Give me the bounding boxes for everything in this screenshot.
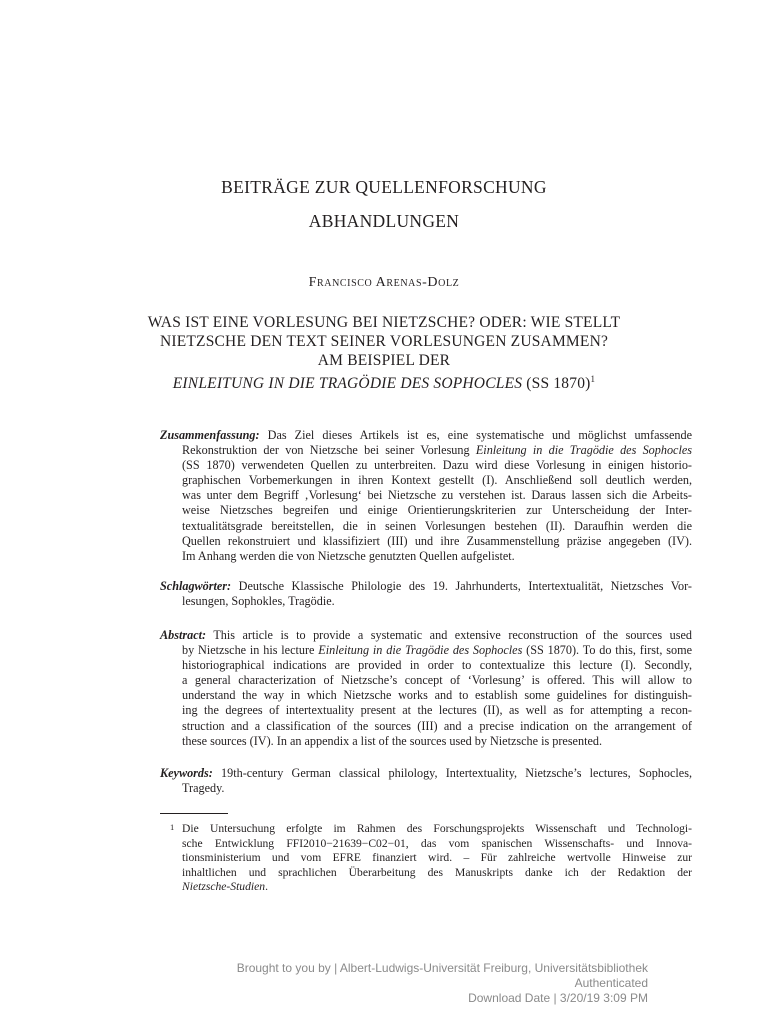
abstract-text: historiographical indications are provided in order to contextualize this lecture (I). Secondly, bbox=[182, 658, 692, 673]
footnote-text: Die Untersuchung erfolgte im Rahmen des Forschungsprojekts Wissenschaft und Technologi- bbox=[182, 822, 692, 835]
schlagwoerter-text: lesungen, Sophokles, Tragödie. bbox=[182, 594, 335, 609]
section-title: BEITRÄGE ZUR QUELLENFORSCHUNG bbox=[221, 177, 547, 197]
abstract-text: (SS 1870). To do this, first, some bbox=[522, 643, 693, 658]
zusammenfassung-label: Zusammenfassung: bbox=[160, 428, 260, 442]
footnote bbox=[170, 822, 692, 895]
author-name: Francisco Arenas-Dolz bbox=[308, 275, 460, 290]
keywords-label: Keywords: bbox=[160, 766, 213, 780]
zusammenfassung-text: weise Nietzsches begreifen und einige Orientierungskriterien zur Unterscheidung der Inter- bbox=[182, 503, 692, 518]
article-title-line-2: NIETZSCHE DEN TEXT SEINER VORLESUNGEN ZUSAMMEN? bbox=[159, 333, 609, 350]
article-title-semester: (SS 1870) bbox=[522, 375, 591, 393]
footnote-separator bbox=[160, 813, 228, 814]
access-notice-line-1: Brought to you by | Albert-Ludwigs-Universität Freiburg, Universitätsbibliothek bbox=[236, 961, 648, 975]
article-title-line-4 bbox=[0, 370, 768, 393]
abstract-italic: Einleitung in die Tragödie des Sophocles bbox=[318, 643, 523, 658]
abstract-label: Abstract: bbox=[160, 628, 207, 642]
zusammenfassung-italic: Einleitung in die Tragödie des Sophocles bbox=[475, 443, 692, 458]
footnote-text: tionsministerium und vom EFRE finanziert wird. – Für zahlreiche wertvolle Hinweise zur bbox=[182, 851, 692, 865]
keywords-text: Tragedy. bbox=[182, 781, 225, 796]
abstract-text: ing the degrees of intertextuality present at the lectures (II), as well as for attempting a recon- bbox=[182, 703, 692, 718]
footnote-text: . bbox=[265, 880, 268, 894]
zusammenfassung-text: (SS 1870) verwendeten Quellen zu unterbreiten. Dazu wird diese Vorlesung in einigen historio- bbox=[182, 458, 692, 473]
footnote-mark: 1 bbox=[170, 822, 175, 832]
zusammenfassung-text: was unter dem Begriff ‚Vorlesung‘ bei Nietzsche zu verstehen ist. Daraus lassen sich die Arbeits- bbox=[182, 488, 692, 503]
abstract-text: struction and a classification of the sources (III) and a precise indication on the arrangement of bbox=[182, 718, 692, 733]
footnote-text: sche Entwicklung FFI2010−21639−C02−01, das vom spanischen Wissenschafts- und Innova- bbox=[182, 836, 692, 850]
zusammenfassung-text: Quellen rekonstruiert und klassifiziert (III) und ihre Zusammenstellung präzise angegeben (IV). bbox=[182, 533, 692, 548]
zusammenfassung-text: Im Anhang werden die von Nietzsche genutzten Quellen aufgelistet. bbox=[182, 548, 515, 563]
zusammenfassung bbox=[160, 428, 692, 564]
abstract-text: understand the way in which Nietzsche works and to establish some guidelines for distinguish- bbox=[182, 688, 692, 703]
schlagwoerter bbox=[160, 579, 692, 609]
zusammenfassung-text: textualitätsgrade bereitstellen, die in seinen Vorlesungen bestehen (II). Daraufhin werden die bbox=[182, 518, 692, 533]
abstract-text: This article is to provide a systematic and extensive reconstruction of the sources used bbox=[206, 628, 692, 642]
abstract bbox=[160, 628, 692, 749]
article-title-line-1: WAS IST EINE VORLESUNG BEI NIETZSCHE? ODER: WIE STELLT bbox=[147, 314, 621, 331]
keywords bbox=[160, 766, 692, 796]
abstract-text: these sources (IV). In an appendix a list of the sources used by Nietzsche is presented. bbox=[182, 733, 602, 748]
abstract-text: a general characterization of Nietzsche’s concept of ‘Vorlesung’ is offered. This will allow to bbox=[182, 673, 692, 688]
footnote-reference[interactable]: 1 bbox=[590, 374, 596, 384]
article-title-line-3: AM BEISPIEL DER bbox=[317, 352, 451, 369]
article-title-italic: EINLEITUNG IN DIE TRAGÖDIE DES SOPHOCLES bbox=[172, 375, 523, 393]
zusammenfassung-text: graphischen Vorbemerkungen in ihren Kontext gestellt (I). Anschließend soll deutlich werden, bbox=[182, 473, 692, 488]
keywords-text: 19th-century German classical philology, Intertextuality, Nietzsche’s lectures, Sophocles, bbox=[212, 766, 692, 780]
schlagwoerter-label: Schlagwörter: bbox=[160, 579, 232, 593]
section-subtitle: ABHANDLUNGEN bbox=[308, 211, 460, 231]
footnote-text: inhaltlichen und sprachlichen Überarbeitung des Manuskripts danke ich der Redaktion der bbox=[182, 865, 692, 879]
abstract-text: by Nietzsche in his lecture bbox=[182, 643, 319, 658]
zusammenfassung-text: Das Ziel dieses Artikels ist es, eine systematische und möglichst umfassende bbox=[259, 428, 692, 442]
schlagwoerter-text: Deutsche Klassische Philologie des 19. Jahrhunderts, Intertextualität, Nietzsches Vor- bbox=[231, 579, 692, 593]
access-notice-line-2: Authenticated bbox=[574, 976, 648, 990]
zusammenfassung-text: Rekonstruktion der von Nietzsche bei seiner Vorlesung bbox=[182, 443, 476, 458]
footnote-italic: Nietzsche-Studien bbox=[182, 880, 266, 894]
access-notice-line-3: Download Date | 3/20/19 3:09 PM bbox=[468, 991, 648, 1005]
